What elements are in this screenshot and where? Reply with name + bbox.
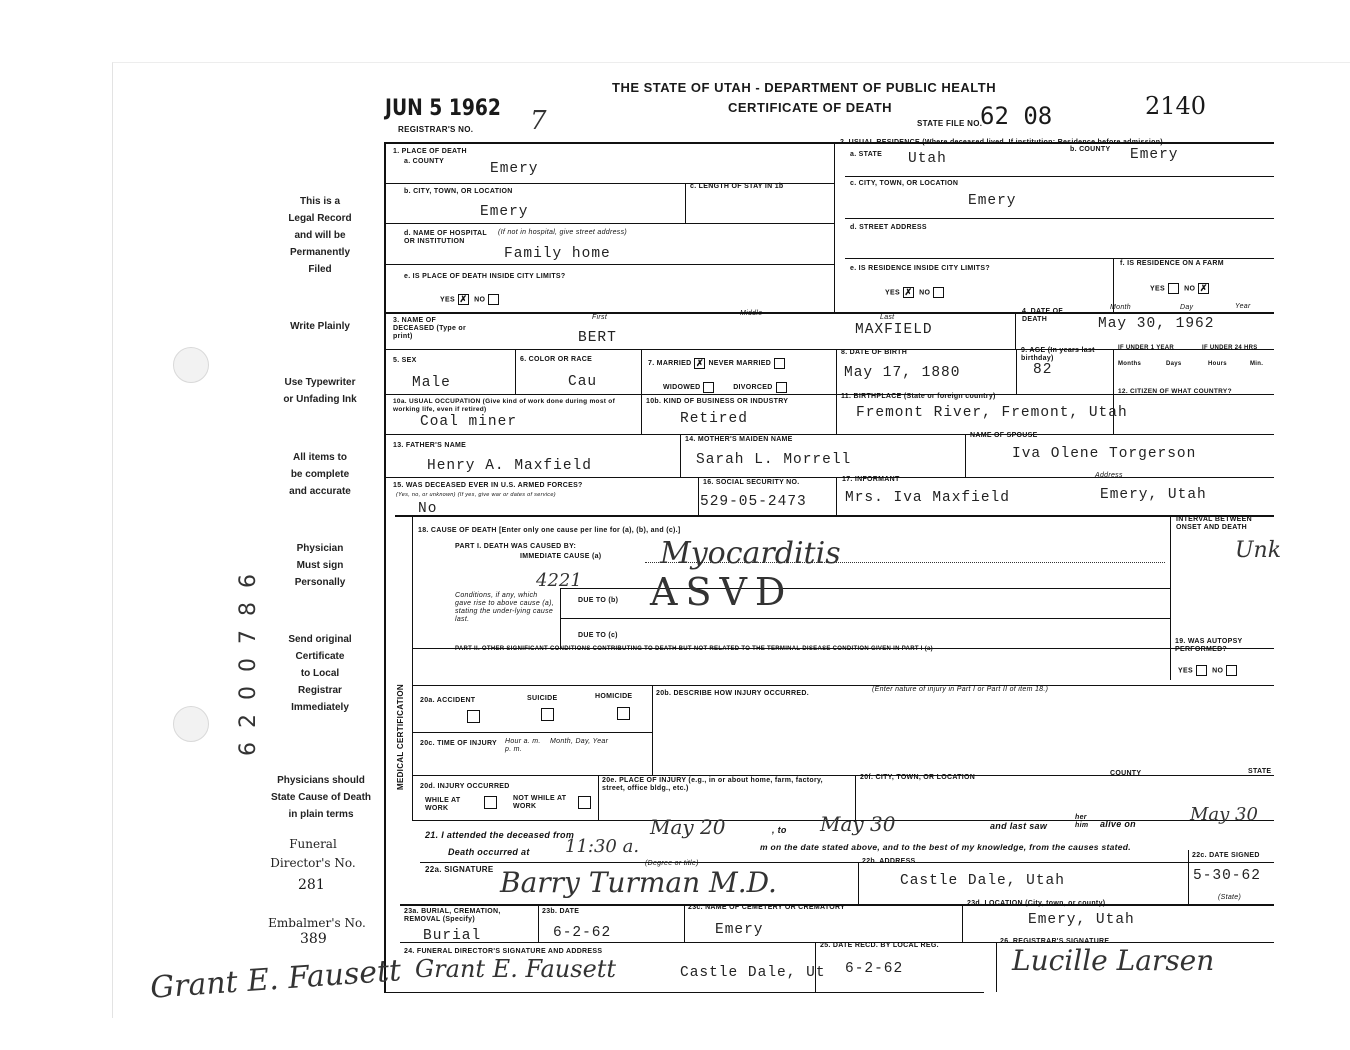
checkbox-autopsy-no[interactable] <box>1226 665 1237 676</box>
signature-label: 22a. SIGNATURE <box>425 865 494 874</box>
date-stamp: JUN 5 1962 <box>385 96 501 121</box>
age-under-year-label: IF UNDER 1 YEAR <box>1118 345 1175 351</box>
registrar-sig-label: 26. REGISTRAR'S SIGNATURE <box>1000 938 1110 945</box>
occupation-label: 10a. USUAL OCCUPATION (Give kind of work done during most of working life, even if retired) <box>393 398 616 413</box>
days-label: Days <box>1166 361 1182 367</box>
due-to-b-label: DUE TO (b) <box>578 597 619 604</box>
res-state-label: a. STATE <box>850 151 883 158</box>
father-label: 13. FATHER'S NAME <box>393 442 467 449</box>
middle-label: Middle <box>740 310 763 317</box>
hospital-value: Family home <box>504 246 611 262</box>
first-label: First <box>592 314 608 321</box>
interval-value: Unk <box>1235 538 1282 563</box>
birth-date-value: May 17, 1880 <box>844 365 961 381</box>
burial-state-label: (State) <box>1218 894 1242 901</box>
disposition-value: Burial <box>423 928 482 944</box>
accident-label: 20a. ACCIDENT <box>420 697 476 704</box>
minutes-label: Min. <box>1250 361 1264 367</box>
last-label: Last <box>880 314 895 321</box>
deceased-name-label: 3. NAME OF DECEASED (Type or print) <box>393 317 467 340</box>
hospital-label: d. NAME OF HOSPITAL OR INSTITUTION <box>404 230 487 245</box>
day-label: Day <box>1180 304 1194 311</box>
ssn-label: 16. SOCIAL SECURITY NO. <box>703 479 800 486</box>
checkbox-while-work[interactable] <box>484 796 497 809</box>
street-address-label: d. STREET ADDRESS <box>850 224 927 231</box>
hours-label: Hours <box>1208 361 1227 367</box>
checkbox-suicide[interactable] <box>541 708 554 721</box>
funeral-director-sig-label: 24. FUNERAL DIRECTOR'S SIGNATURE AND ADDRESS <box>404 948 603 955</box>
mother-label: 14. MOTHER'S MAIDEN NAME <box>685 436 793 443</box>
cemetery-label: 23c. NAME OF CEMETERY OR CREMATORY <box>688 904 846 911</box>
attended-label: 21. I attended the deceased from <box>425 830 575 840</box>
date-of-death-value: May 30, 1962 <box>1098 316 1215 332</box>
checkbox-yes-checked[interactable]: ✗ <box>459 294 468 304</box>
burial-location-label: 23d. LOCATION (City, town, or county) <box>967 900 1106 907</box>
registrar-no: 7 <box>530 106 547 136</box>
cemetery-value: Emery <box>715 922 764 938</box>
first-name-value: BERT <box>578 330 617 346</box>
last-seen-value: May 30 <box>1190 804 1258 825</box>
hour-label: Hour a. m. p. m. <box>505 738 541 753</box>
death-city-value: Emery <box>480 204 529 220</box>
interval-label: INTERVAL BETWEEN ONSET AND DEATH <box>1176 516 1252 531</box>
mdy-label: Month, Day, Year <box>550 738 609 745</box>
funeral-director-address: Castle Dale, Ut <box>680 965 826 981</box>
res-county-label: b. COUNTY <box>1070 146 1111 153</box>
checkbox-widowed[interactable] <box>703 382 714 393</box>
months-label: Months <box>1118 361 1142 367</box>
checkbox-divorced[interactable] <box>776 382 787 393</box>
checkbox-married-checked[interactable]: ✗ <box>696 357 704 368</box>
funeral-director-label: Funeral Director's No. <box>270 837 356 870</box>
sidebar-physician-sign: Physician Must sign Personally <box>294 543 346 588</box>
res-inside-limits-label: e. IS RESIDENCE INSIDE CITY LIMITS? <box>850 265 990 272</box>
age-value: 82 <box>1033 362 1053 378</box>
state-file-label: STATE FILE NO. <box>917 119 983 128</box>
burial-date-value: 6-2-62 <box>553 925 612 941</box>
sidebar-complete: All items to be complete and accurate <box>289 452 351 497</box>
burial-date-label: 23b. DATE <box>542 908 580 915</box>
checkbox-yes-checked[interactable]: ✗ <box>904 287 913 297</box>
punch-hole-bottom <box>173 706 209 742</box>
immediate-cause-label: IMMEDIATE CAUSE (a) <box>520 553 602 560</box>
county-label: a. COUNTY <box>404 158 445 165</box>
farm-label: f. IS RESIDENCE ON A FARM <box>1120 260 1224 267</box>
industry-value: Retired <box>680 411 748 427</box>
year-label: Year <box>1235 303 1251 310</box>
autopsy-label: 19. WAS AUTOPSY PERFORMED? <box>1175 638 1243 653</box>
place-of-death-label: 1. PLACE OF DEATH <box>393 148 467 155</box>
conditions-label: Conditions, if any, which gave rise to above cause (a), stating the under-lying cause last. <box>455 592 554 623</box>
certificate-no: 2140 <box>1145 92 1207 120</box>
attended-to-value: May 30 <box>820 812 896 836</box>
cause-label: 18. CAUSE OF DEATH [Enter only one cause per line for (a), (b), and (c).] <box>418 527 681 534</box>
her-him-label: her him <box>1075 814 1089 829</box>
funeral-director-signature: Grant E. Fausett <box>415 955 617 983</box>
checkbox-no[interactable] <box>488 294 499 305</box>
funeral-director-no: 281 <box>298 877 325 893</box>
checkbox-homicide[interactable] <box>617 707 630 720</box>
address-label: Address <box>1095 472 1123 479</box>
sex-label: 5. SEX <box>393 357 417 364</box>
date-of-death-label: 4. DATE OF DEATH <box>1022 308 1063 323</box>
on-date-label: m on the date stated above, and to the best of my knowledge, from the causes stated. <box>760 842 1131 852</box>
cause-b-value: ASVD <box>650 570 794 614</box>
farm-options: YES NO ✗ <box>1150 283 1208 293</box>
state-title: THE STATE OF UTAH - DEPARTMENT OF PUBLIC HEALTH <box>612 80 997 95</box>
spouse-label: NAME OF SPOUSE <box>970 432 1038 439</box>
physician-address-label: 22b. ADDRESS <box>862 858 916 865</box>
cause-a-value: Myocarditis <box>660 536 841 571</box>
injury-state-label: STATE <box>1248 768 1272 775</box>
part2-label: PART II. OTHER SIGNIFICANT CONDITIONS CONTRIBUTING TO DEATH BUT NOT RELATED TO THE TERMINAL DISEASE CONDITION GIVEN IN PART I (a) <box>455 646 933 652</box>
time-injury-label: 20c. TIME OF INJURY <box>420 740 498 747</box>
homicide-label: HOMICIDE <box>595 693 633 700</box>
injury-occurred-label: 20d. INJURY OCCURRED <box>420 783 510 790</box>
ssn-value: 529-05-2473 <box>700 494 807 510</box>
due-to-c-label: DUE TO (c) <box>578 632 618 639</box>
place-injury-label: 20e. PLACE OF INJURY (e.g., in or about home, farm, factory, street, office bldg., etc.) <box>602 777 823 792</box>
spouse-value: Iva Olene Torgerson <box>1012 446 1197 462</box>
res-city-limits-options: YES ✗ NO <box>885 287 947 298</box>
sidebar-cause-plain: Physicians should State Cause of Death in plain terms <box>270 775 372 820</box>
hospital-note: (If not in hospital, give street address) <box>498 229 628 236</box>
burial-location-value: Emery, Utah <box>1028 912 1135 928</box>
embalmer-no: 389 <box>300 931 327 947</box>
checkbox-yes[interactable] <box>1168 283 1179 294</box>
death-county-value: Emery <box>490 161 539 177</box>
mother-value: Sarah L. Morrell <box>696 452 852 468</box>
sidebar-write-plainly: Write Plainly <box>290 321 350 332</box>
form-title: CERTIFICATE OF DEATH <box>728 100 893 115</box>
death-city-limits-options: YES ✗ NO <box>440 294 502 305</box>
state-file-no: 62 08 <box>980 102 1053 130</box>
race-value: Cau <box>568 374 598 390</box>
city-label: b. CITY, TOWN, OR LOCATION <box>404 188 513 195</box>
sex-value: Male <box>412 375 451 391</box>
alive-on-label: alive on <box>1100 819 1136 829</box>
attended-from-value: May 20 <box>650 815 726 839</box>
res-state-value: Utah <box>908 151 947 167</box>
injury-city-label: 20f. CITY, TOWN, OR LOCATION <box>860 774 976 781</box>
checkbox-never-married[interactable] <box>774 358 785 369</box>
punch-hole-top <box>173 347 209 383</box>
physician-address-value: Castle Dale, Utah <box>900 873 1065 889</box>
checkbox-no[interactable] <box>933 287 944 298</box>
margin-signature: Grant E. Fausett <box>149 953 403 1006</box>
injury-how-note: (Enter nature of injury in Part I or Part II of item 18.) <box>872 686 1049 693</box>
birthplace-label: 11. BIRTHPLACE (State or foreign country) <box>841 393 996 400</box>
res-city-label: c. CITY, TOWN, OR LOCATION <box>850 180 959 187</box>
degree-label: (Degree or title) <box>645 860 699 867</box>
injury-how-label: 20b. DESCRIBE HOW INJURY OCCURRED. <box>656 690 809 697</box>
embalmer-label: Embalmer's No. <box>268 916 366 930</box>
armed-forces-label: 15. WAS DECEASED EVER IN U.S. ARMED FORCES? <box>393 482 583 489</box>
checkbox-accident[interactable] <box>467 710 480 723</box>
checkbox-not-while-work[interactable] <box>578 796 591 809</box>
month-label: Month <box>1110 304 1131 311</box>
suicide-label: SUICIDE <box>527 695 558 702</box>
occupation-value: Coal miner <box>420 414 518 430</box>
res-county-value: Emery <box>1130 147 1179 163</box>
injury-county-label: COUNTY <box>1110 770 1142 777</box>
death-occurred-label: Death occurred at <box>448 847 530 857</box>
disposition-label: 23a. BURIAL, CREMATION, REMOVAL (Specify) <box>404 908 501 923</box>
age-label: 9. AGE (In years last birthday) <box>1021 347 1095 362</box>
marital-options: 7. MARRIED ✗ NEVER MARRIED WIDOWED DIVORCED <box>648 352 790 400</box>
industry-label: 10b. KIND OF BUSINESS OR INDUSTRY <box>646 398 789 405</box>
medical-certification-label: MEDICAL CERTIFICATION <box>396 684 405 790</box>
time-of-death-value: 11:30 a. <box>565 836 640 857</box>
sidebar-typewriter: Use Typewriter or Unfading Ink <box>283 377 357 405</box>
birthplace-value: Fremont River, Fremont, Utah <box>856 405 1128 421</box>
date-received-value: 6-2-62 <box>845 961 904 977</box>
sidebar-send-original: Send original Certificate to Local Registrar Immediately <box>288 634 352 713</box>
inside-limits-label: e. IS PLACE OF DEATH INSIDE CITY LIMITS? <box>404 273 566 280</box>
registrar-no-label: REGISTRAR'S NO. <box>398 125 474 134</box>
informant-address-value: Emery, Utah <box>1100 487 1207 503</box>
date-signed-value: 5-30-62 <box>1193 868 1261 884</box>
res-city-value: Emery <box>968 193 1017 209</box>
physician-signature: Barry Turman M.D. <box>500 866 777 899</box>
usual-residence-label: 2. USUAL RESIDENCE (Where deceased lived. If institution: Residence before admission) <box>840 139 1163 146</box>
autopsy-options: YES NO <box>1178 665 1240 676</box>
part1-label: PART I. DEATH WAS CAUSED BY: <box>455 543 577 550</box>
checkbox-autopsy-yes[interactable] <box>1196 665 1207 676</box>
not-while-work-label: NOT WHILE AT WORK <box>513 795 567 810</box>
while-work-label: WHILE AT WORK <box>425 797 461 812</box>
father-value: Henry A. Maxfield <box>427 458 592 474</box>
vertical-file-number: 6200786 <box>236 560 261 756</box>
birth-date-label: 8. DATE OF BIRTH <box>841 349 908 356</box>
length-stay-label: c. LENGTH OF STAY IN 1b <box>690 183 784 190</box>
cause-code: 4221 <box>536 570 582 591</box>
citizen-label: 12. CITIZEN OF WHAT COUNTRY? <box>1118 388 1232 395</box>
informant-label: 17. INFORMANT <box>842 476 900 483</box>
armed-forces-value: No <box>418 501 438 517</box>
informant-value: Mrs. Iva Maxfield <box>845 490 1010 506</box>
sidebar-legal-record: This is a Legal Record and will be Permanently Filed <box>288 196 352 275</box>
date-signed-label: 22c. DATE SIGNED <box>1192 852 1260 859</box>
last-saw-label: and last saw <box>990 821 1048 831</box>
registrar-signature: Lucille Larsen <box>1012 944 1215 977</box>
checkbox-no-checked[interactable]: ✗ <box>1199 283 1208 293</box>
age-under-24-label: IF UNDER 24 HRS <box>1202 345 1258 351</box>
race-label: 6. COLOR OR RACE <box>520 356 593 363</box>
date-received-label: 25. DATE RECD. BY LOCAL REG. <box>820 942 939 949</box>
last-name-value: MAXFIELD <box>855 322 933 338</box>
armed-forces-note: (Yes, no, or unknown) (If yes, give war or dates of service) <box>396 492 556 498</box>
attended-to-label: , to <box>772 825 787 835</box>
